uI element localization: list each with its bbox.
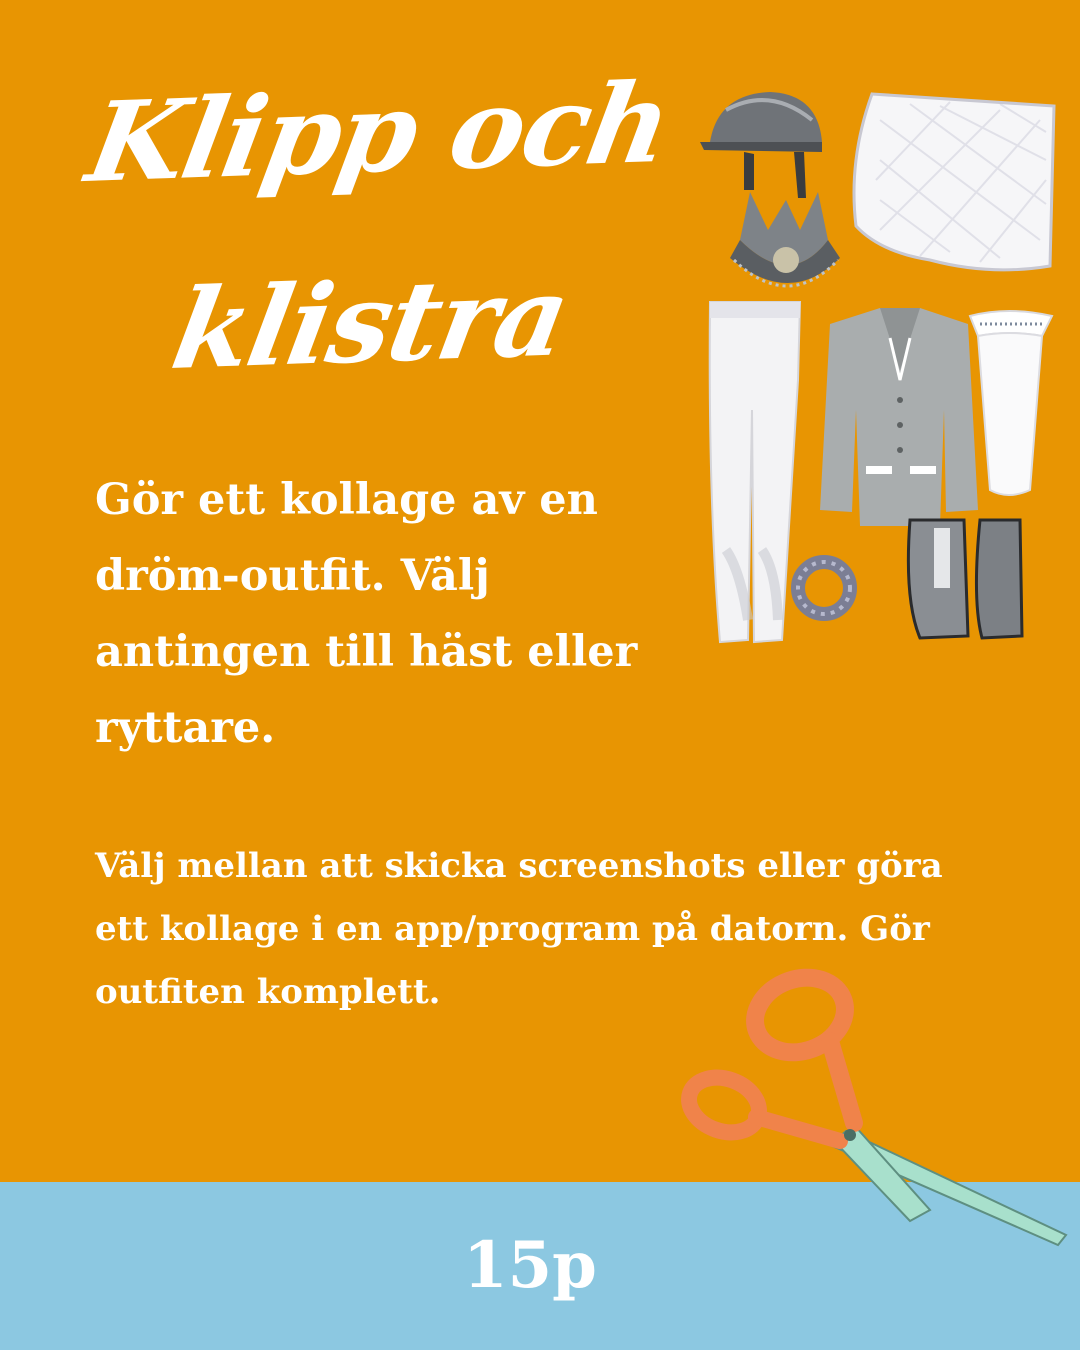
saddle-pad-icon [854,94,1054,270]
instruction-text-2: Välj mellan att skicka screenshots eller göra ett kollage i en app/program på datorn. Gör outfiten komplett. [95,846,943,1012]
stock-tie-icon [970,311,1052,495]
breeches-icon [710,302,800,642]
show-jacket-icon [820,308,978,526]
scissors-handle-bottom [681,1068,840,1141]
instruction-text-1: Gör ett kollage av en dröm-outfit. Välj antingen till häst eller ryttare. [95,475,638,753]
points-label: 15p [463,1228,597,1303]
tendon-boots-icon [908,520,1022,638]
helmet-icon [700,92,822,198]
page-title-line-1: Klipp och [78,58,680,207]
page-title-line-2: klistra [163,251,577,394]
scissors-pivot [844,1129,856,1141]
scissors-icon [670,955,1080,1255]
outfit-collage [690,80,1070,660]
scrunchie-icon [798,562,850,614]
ear-bonnet-icon [730,192,840,286]
